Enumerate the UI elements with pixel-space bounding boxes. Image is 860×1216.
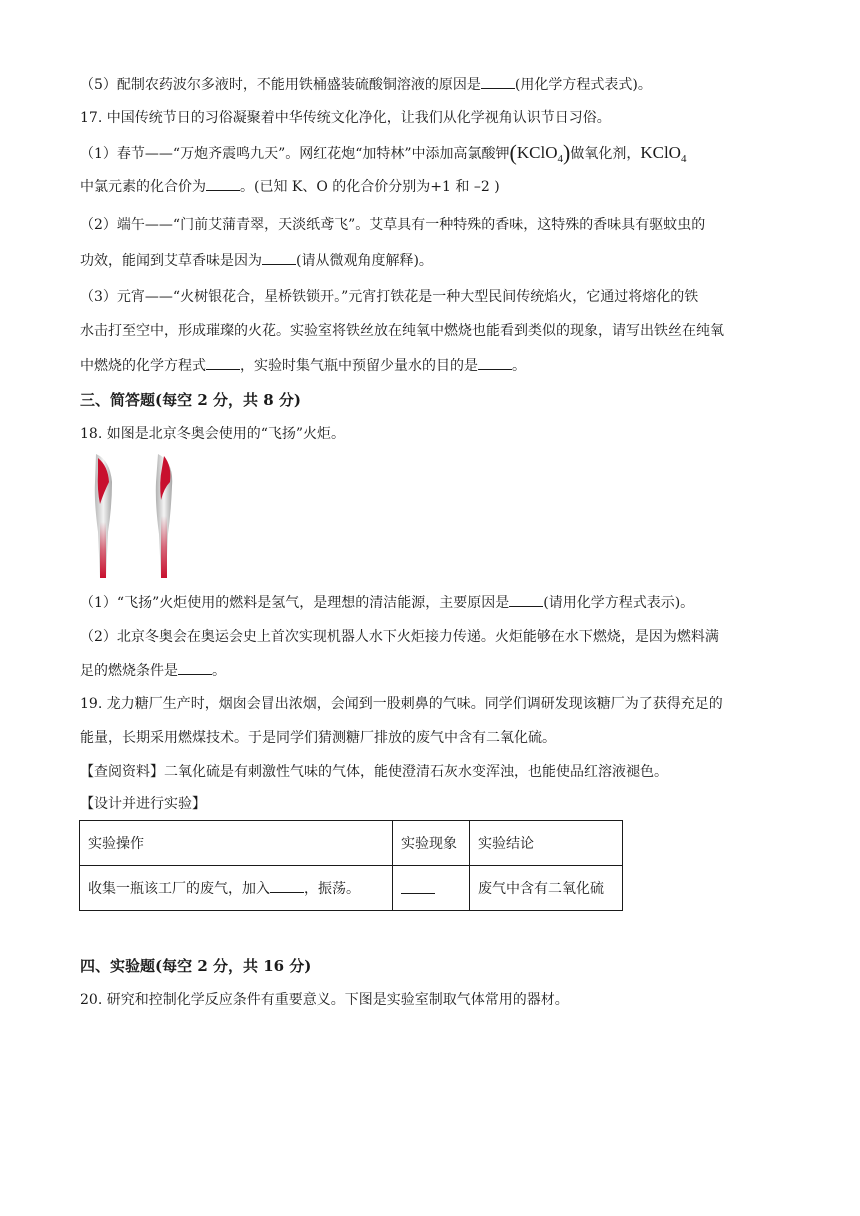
q18-stem: 18. 如图是北京冬奥会使用的“飞扬”火炬。 <box>80 426 346 442</box>
formula-subscript-2: 4 <box>680 153 687 165</box>
torch-image-left <box>90 452 116 580</box>
q19-line1: 19. 龙力糖厂生产时，烟囱会冒出浓烟，会闻到一股刺鼻的气味。同学们调研发现该糖厂为了获得充足的 <box>80 696 723 712</box>
q18-part1-tail: (请用化学方程式表示)。 <box>543 595 695 611</box>
q18-part2-line2 <box>80 660 780 681</box>
q17-part1-line2 <box>80 176 780 197</box>
answer-blank[interactable] <box>401 879 435 894</box>
q17-part3-line2: 水击打至空中，形成璀璨的火花。实验室将铁丝放在纯氧中燃烧也能看到类似的现象，请写出铁丝在纯氧 <box>80 323 724 339</box>
q18-part1-text: （1）“飞扬”火炬使用的燃料是氢气，是理想的清洁能源，主要原因是 <box>80 595 510 611</box>
q17-part1-mid: 做氧化剂， <box>570 146 641 162</box>
paren-right: ) <box>563 140 571 165</box>
answer-blank[interactable] <box>478 355 512 370</box>
table-row <box>80 866 623 911</box>
q17-part2-line2 <box>80 250 780 271</box>
q17-part2-line2-tail: (请从微观角度解释)。 <box>296 253 433 269</box>
q17-part2-line2-text: 功效，能闻到艾草香味是因为 <box>80 253 262 269</box>
q16-part5-text: （5）配制农药波尔多液时，不能用铁桶盛装硫酸铜溶液的原因是 <box>80 77 481 93</box>
operation-text: 收集一瓶该工厂的废气，加入 <box>88 881 270 897</box>
q17-part1-line2-tail: 。(已知 K、O 的化合价分别为+1 和 –2 ) <box>240 179 500 195</box>
q17-part3-line3-mid: ，实验时集气瓶中预留少量水的目的是 <box>240 358 478 374</box>
q17-part3-line3-tail: 。 <box>512 358 526 374</box>
q17-part1-line2-text: 中氯元素的化合价为 <box>80 179 206 195</box>
table-header-conclusion: 实验结论 <box>470 821 623 866</box>
answer-blank[interactable] <box>509 592 543 607</box>
q17-part3-line3-text: 中燃烧的化学方程式 <box>80 358 206 374</box>
q18-part2-line1: （2）北京冬奥会在奥运会史上首次实现机器人水下火炬接力传递。火炬能够在水下燃烧，是因为燃料满 <box>80 629 719 645</box>
table-header-operation: 实验操作 <box>80 821 393 866</box>
answer-blank[interactable] <box>206 355 240 370</box>
table-header-row <box>80 821 623 866</box>
formula-kclo4 <box>516 143 563 165</box>
torch-image-right <box>150 452 178 580</box>
experiment-table <box>79 820 623 911</box>
answer-blank[interactable] <box>270 878 304 893</box>
table-cell-conclusion: 废气中含有二氧化硫 <box>470 866 623 911</box>
q17-stem: 17. 中国传统节日的习俗凝聚着中华传统文化净化，让我们从化学视角认识节日习俗。 <box>80 110 611 126</box>
q19-design: 【设计并进行实验】 <box>80 796 206 812</box>
answer-blank[interactable] <box>481 74 515 89</box>
table-header-phenomenon: 实验现象 <box>393 821 470 866</box>
q20-stem: 20. 研究和控制化学反应条件有重要意义。下图是实验室制取气体常用的器材。 <box>80 992 569 1008</box>
table-cell-operation <box>80 866 393 911</box>
formula-main-2: KClO <box>640 143 681 162</box>
answer-blank[interactable] <box>178 660 212 675</box>
q19-reference: 【查阅资料】二氧化硫是有刺激性气味的气体，能使澄清石灰水变浑浊，也能使品红溶液褪色。 <box>80 764 668 780</box>
q17-part1-line1 <box>80 140 780 169</box>
section-3-heading: 三、简答题(每空 2 分，共 8 分) <box>80 391 301 409</box>
q18-part1 <box>80 592 780 613</box>
q17-part1-text: （1）春节——“万炮齐震鸣九天”。网红花炮“加特林”中添加高氯酸钾 <box>80 146 510 162</box>
section-4-heading: 四、实验题(每空 2 分，共 16 分) <box>80 957 312 975</box>
formula-kclo4-2 <box>640 143 687 165</box>
q19-line2: 能量，长期采用燃煤技术。于是同学们猜测糖厂排放的废气中含有二氧化硫。 <box>80 730 556 746</box>
q17-part2-line1: （2）端午——“门前艾蒲青翠，天淡纸鸢飞”。艾草具有一种特殊的香味，这特殊的香味具有驱蚊虫的 <box>80 217 706 233</box>
formula-main: KClO <box>516 143 558 162</box>
q16-part5 <box>80 74 780 95</box>
q16-part5-tail: (用化学方程式表式)。 <box>514 77 652 93</box>
table-cell-phenomenon <box>393 866 470 911</box>
operation-tail: ，振荡。 <box>304 881 360 897</box>
q18-part2-line2-text: 足的燃烧条件是 <box>80 663 178 679</box>
q17-part3-line1: （3）元宵——“火树银花合，星桥铁锁开。”元宵打铁花是一种大型民间传统焰火，它通过将熔化的铁 <box>80 289 699 305</box>
answer-blank[interactable] <box>262 250 296 265</box>
q18-part2-line2-tail: 。 <box>212 663 226 679</box>
paren-left: ( <box>509 140 517 165</box>
answer-blank[interactable] <box>206 176 240 191</box>
formula-subscript: 4 <box>557 153 563 165</box>
q17-part3-line3 <box>80 355 780 376</box>
